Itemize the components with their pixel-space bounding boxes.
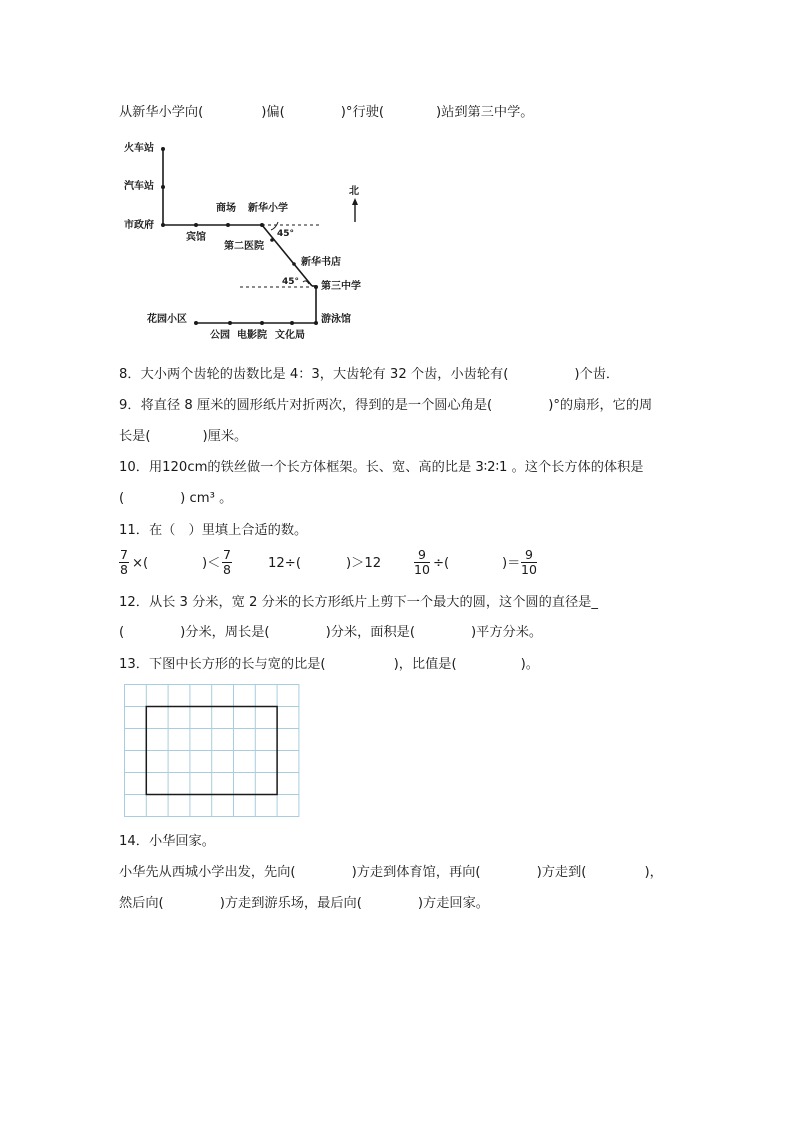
q14-text-3: )方走到(	[536, 865, 587, 880]
label-hotel: 宾馆	[186, 232, 206, 243]
fraction-denominator: 10	[521, 562, 537, 577]
q8-text-end: )个齿．	[574, 367, 620, 382]
q14-text-5: 然后向(	[119, 896, 164, 911]
q11-op-3: ÷(	[433, 556, 450, 571]
intro-text-1: 从新华小学向(	[119, 105, 204, 120]
q13-text: 13．下图中长方形的长与宽的比是(	[119, 657, 326, 672]
q11-op-1: ×(	[132, 556, 149, 571]
q9-text-4: )厘米。	[202, 429, 248, 444]
label-xinhua-school: 新华小学	[248, 203, 288, 214]
grid-rectangle-figure	[124, 684, 300, 818]
question-13	[119, 656, 539, 674]
q14-text-4: )，	[644, 865, 663, 880]
label-mall: 商场	[216, 203, 236, 214]
question-9	[119, 397, 652, 415]
angle-label-1: 45°	[277, 229, 295, 239]
question-14-line-2	[119, 895, 489, 913]
q12-text-5: )平方分米。	[471, 625, 543, 640]
route-map-lines	[0, 0, 794, 360]
question-12	[119, 594, 598, 612]
answer-blank[interactable]	[302, 555, 344, 571]
question-11	[119, 522, 307, 540]
fraction	[521, 548, 537, 577]
q11-cmp-2: )＞12	[346, 556, 382, 571]
angle-label-2: 45°	[282, 277, 300, 287]
fraction	[222, 548, 232, 577]
intro-text-2: )偏(	[261, 105, 285, 120]
question-10-line-2	[119, 490, 232, 508]
q10-text-3: ) cm³ 。	[180, 491, 233, 506]
label-culture-bureau: 文化局	[275, 330, 305, 341]
question-9-line-2	[119, 428, 247, 446]
label-cinema: 电影院	[237, 330, 267, 341]
label-train-station: 火车站	[124, 143, 154, 154]
q11-op-2: 12÷(	[268, 556, 301, 571]
q9-text: 9．将直径 8 厘米的圆形纸片对折两次，得到的是一个圆心角是(	[119, 398, 493, 413]
q12-text: 12．从长 3 分米，宽 2 分米的长方形纸片上剪下一个最大的圆，这个圆的直径是_	[119, 595, 598, 610]
intro-text-4: )站到第三中学。	[436, 105, 534, 120]
q12-text-4: )分米，面积是(	[325, 625, 415, 640]
q10-text-2: (	[119, 491, 125, 506]
label-park: 公园	[210, 330, 230, 341]
answer-blank[interactable]	[148, 555, 200, 571]
q14-title: 14．小华回家。	[119, 834, 215, 849]
q12-text-2: (	[119, 625, 125, 640]
fraction-numerator: 7	[120, 547, 128, 562]
intro-text-3: )°行驶(	[340, 105, 385, 120]
q11-text: 11．在（ ）里填上合适的数。	[119, 523, 308, 538]
q11-cmp-1: )＜	[202, 556, 221, 571]
q13-text-2: )，比值是(	[393, 657, 457, 672]
answer-blank[interactable]	[450, 555, 500, 571]
fraction-denominator: 8	[223, 562, 231, 577]
label-garden: 花园小区	[147, 314, 187, 325]
fraction	[414, 548, 430, 577]
label-bus-station: 汽车站	[124, 181, 154, 192]
q12-text-3: )分米，周长是(	[180, 625, 270, 640]
question-10	[119, 459, 643, 477]
q13-text-3: )。	[520, 657, 539, 672]
q14-text-2: )方走到体育馆，再向(	[351, 865, 481, 880]
q11-cmp-3: )＝	[502, 556, 521, 571]
label-pool: 游泳馆	[321, 314, 351, 325]
q9-text-2: )°的扇形，它的周	[548, 398, 653, 413]
question-12-line-2	[119, 624, 542, 642]
q14-text-1: 小华先从西城小学出发，先向(	[119, 865, 296, 880]
label-hospital: 第二医院	[224, 241, 264, 252]
question-14-line-1	[119, 864, 663, 882]
q8-text: 8．大小两个齿轮的齿数比是 4：3，大齿轮有 32 个齿，小齿轮有(	[119, 367, 509, 382]
q14-text-7: )方走回家。	[417, 896, 489, 911]
q14-text-6: )方走到游乐场，最后向(	[219, 896, 362, 911]
fraction	[119, 548, 129, 577]
question-14	[119, 833, 215, 851]
fraction-denominator: 8	[120, 562, 128, 577]
label-middle-school: 第三中学	[321, 281, 361, 292]
north-label: 北	[349, 186, 359, 197]
question-8	[119, 366, 619, 384]
fraction-numerator: 9	[521, 548, 537, 563]
label-bookstore: 新华书店	[301, 257, 341, 268]
fraction-numerator: 9	[414, 548, 430, 563]
label-city-hall: 市政府	[124, 220, 154, 231]
q10-text: 10．用120cm的铁丝做一个长方体框架。长、宽、高的比是 3∶2∶1 。这个长方体的体积是	[119, 460, 644, 475]
q9-text-3: 长是(	[119, 429, 151, 444]
fraction-numerator: 7	[223, 547, 231, 562]
fraction-denominator: 10	[414, 562, 430, 577]
